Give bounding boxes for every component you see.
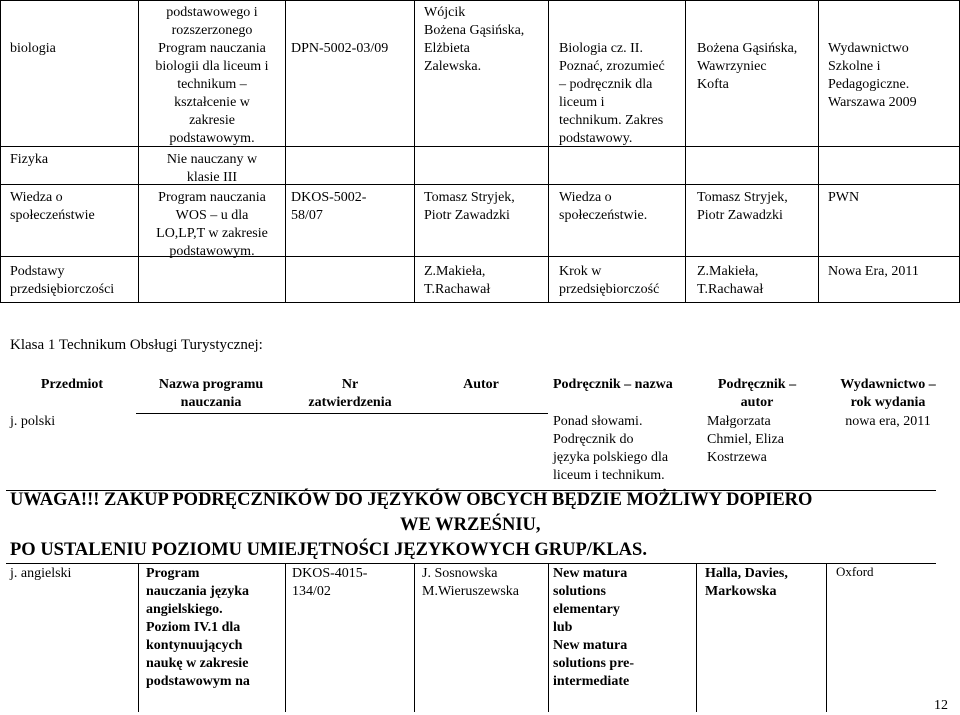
cell-publisher-pp: Nowa Era, 2011 xyxy=(828,264,919,279)
section-heading: Klasa 1 Technikum Obsługi Turystycznej: xyxy=(10,337,263,353)
page-number: 12 xyxy=(934,698,948,713)
warning-line-1: UWAGA!!! ZAKUP PODRĘCZNIKÓW DO JĘZYKÓW OBCYCH BĘDZIE MOŻLIWY DOPIERO xyxy=(10,490,813,510)
cell-author-pp: Z.Makieła, T.Rachawał xyxy=(424,264,491,297)
cell-book-author-pp: Z.Makieła, T.Rachawał xyxy=(697,264,764,297)
cell-publisher-biologia: Wydawnictwo Szkolne i Pedagogiczne. Warszawa 2009 xyxy=(828,41,917,110)
cell-subject-biologia: biologia xyxy=(10,41,56,56)
cell-subject-wos: Wiedza o społeczeństwie xyxy=(10,190,95,223)
cell-book-biologia: Biologia cz. II. Poznać, zrozumieć – podręcznik dla liceum i technikum. Zakres podstawowy. xyxy=(559,41,665,146)
cell-author-wos: Tomasz Stryjek, Piotr Zawadzki xyxy=(424,190,515,223)
cell-publisher-polski: nowa era, 2011 xyxy=(845,414,931,429)
header-book: Podręcznik – nazwa xyxy=(553,377,673,392)
cell-author-biologia: Wójcik Bożena Gąsińska, Elżbieta Zalewska. xyxy=(424,5,525,74)
cell-nr-biologia: DPN-5002-03/09 xyxy=(291,41,389,56)
cell-program-biologia: podstawowego i rozszerzonego Program nauczania biologii dla liceum i technikum – kształcenie w zakresie podstawowym. xyxy=(155,5,269,146)
cell-book-polski: Ponad słowami. Podręcznik do języka polskiego dla liceum i technikum. xyxy=(553,414,669,483)
cell-program-angielski: Program nauczania języka angielskiego. Poziom IV.1 dla kontynuujących naukę w zakresie podstawowym na xyxy=(146,566,250,689)
cell-subject-pp: Podstawy przedsiębiorczości xyxy=(10,264,115,297)
header-program: Nazwa programu nauczania xyxy=(158,377,264,410)
cell-program-fizyka: Nie nauczany w klasie III xyxy=(166,152,258,185)
cell-book-author-biologia: Bożena Gąsińska, Wawrzyniec Kofta xyxy=(697,41,798,92)
cell-subject-angielski: j. angielski xyxy=(10,566,72,581)
cell-book-author-angielski: Halla, Davies, Markowska xyxy=(705,566,788,599)
cell-subject-fizyka: Fizyka xyxy=(10,152,49,167)
header-nr: Nr zatwierdzenia xyxy=(308,377,392,410)
header-author: Autor xyxy=(463,377,499,392)
cell-book-wos: Wiedza o społeczeństwie. xyxy=(559,190,648,223)
cell-publisher-wos: PWN xyxy=(828,190,860,205)
cell-publisher-angielski: Oxford xyxy=(836,564,874,579)
cell-author-angielski: J. Sosnowska M.Wieruszewska xyxy=(422,566,520,599)
header-publisher: Wydawnictwo – rok wydania xyxy=(840,377,936,410)
cell-book-angielski: New matura solutions elementary lub New matura solutions pre- intermediate xyxy=(553,566,635,689)
cell-subject-polski: j. polski xyxy=(10,414,56,429)
cell-program-wos: Program nauczania WOS – u dla LO,LP,T w zakresie podstawowym. xyxy=(156,190,268,259)
warning-line-2: WE WRZEŚNIU, xyxy=(400,515,541,535)
cell-nr-angielski: DKOS-4015- 134/02 xyxy=(292,566,368,599)
cell-book-author-polski: Małgorzata Chmiel, Eliza Kostrzewa xyxy=(707,414,784,465)
cell-nr-wos: DKOS-5002- 58/07 xyxy=(291,190,367,223)
cell-book-author-wos: Tomasz Stryjek, Piotr Zawadzki xyxy=(697,190,788,223)
cell-book-pp: Krok w przedsiębiorczość xyxy=(559,264,660,297)
header-book-author: Podręcznik – autor xyxy=(717,377,797,410)
warning-line-3: PO USTALENIU POZIOMU UMIEJĘTNOŚCI JĘZYKOWYCH GRUP/KLAS. xyxy=(10,540,647,560)
header-subject: Przedmiot xyxy=(40,377,104,392)
